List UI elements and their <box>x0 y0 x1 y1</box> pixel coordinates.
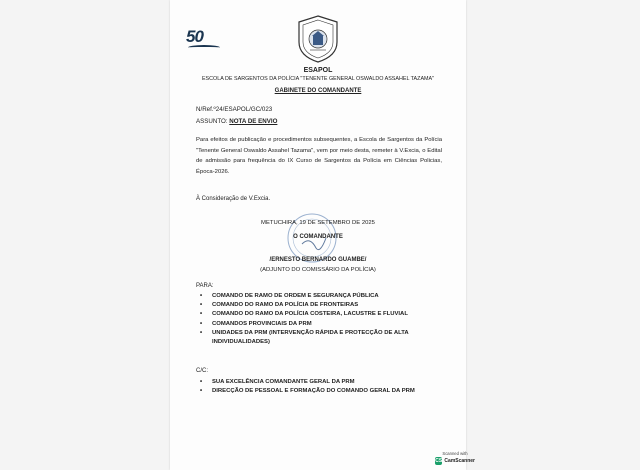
bullet-icon: • <box>200 302 203 309</box>
subject-line <box>196 118 277 125</box>
subject-label: ASSUNTO: <box>196 118 228 125</box>
office-title: GABINETE DO COMANDANTE <box>274 88 362 94</box>
list-item <box>200 320 450 329</box>
anniversary-swoosh <box>188 45 220 50</box>
list-item-text: COMANDO DO RAMO DA POLÍCIA DE FRONTEIRAS <box>212 302 359 309</box>
place-date: METUCHIRA, 19 DE SETEMBRO DE 2025 <box>261 220 375 226</box>
document-page <box>170 0 475 470</box>
list-item-text: COMANDO DE RAMO DE ORDEM E SEGURANÇA PÚBLICA <box>212 293 379 299</box>
reference-number: N/Ref.º24/ESAPOL/GC/023 <box>196 106 273 113</box>
anniversary-logo: 50 <box>186 27 203 46</box>
camscanner-watermark <box>435 451 475 465</box>
school-acronym: ESAPOL <box>303 67 333 74</box>
list-item-text: SUA EXCELÊNCIA COMANDANTE GERAL DA PRM <box>212 379 355 385</box>
list-item-text: COMANDOS PROVINCIAIS DA PRM <box>212 320 312 327</box>
recipients-label: PARA: <box>196 283 214 289</box>
list-item <box>200 329 450 347</box>
bullet-icon: • <box>200 320 203 327</box>
list-item-text: DIRECÇÃO DE PESSOAL E FORMAÇÃO DO COMANDO GERAL DA PRM <box>212 388 415 395</box>
list-item-text: COMANDO DO RAMO DA POLÍCIA COSTEIRA, LACUSTRE E FLUVIAL <box>212 311 408 318</box>
list-item <box>200 292 450 301</box>
subject-value: NOTA DE ENVIO <box>229 118 278 125</box>
list-item <box>200 301 450 310</box>
body-paragraph: Para efeitos de publicação e procedimentos subsequentes, a Escola de Sargentos da Polícia "Tenente General Oswaldo Assahel Tazama", vem por meio desta, remeter à V.Excia, o Edital de admissão para frequência do IX Curso de Sargentos da Polícia em Ciências Policias, Época-2026. <box>196 137 442 175</box>
list-item-text: UNIDADES DA PRM (INTERVENÇÃO RÁPIDA E PROTECÇÃO DE ALTA INDIVIDUALIDADES) <box>212 329 409 346</box>
signatory-role: (ADJUNTO DO COMISSÁRIO DA POLÍCIA) <box>260 267 376 273</box>
scanner-app-name: CamScanner <box>444 458 475 464</box>
consideration-line: À Consideração de V.Excia. <box>196 196 271 202</box>
camscanner-icon: CS <box>435 458 443 464</box>
list-item <box>200 378 450 387</box>
signatory-name: /ERNESTO BERNARDO GUAMBE/ <box>269 257 367 263</box>
esapol-emblem <box>295 14 341 64</box>
bullet-icon: • <box>200 388 203 395</box>
scanner-badge <box>435 457 475 465</box>
list-item <box>200 310 450 319</box>
cc-label: C/C: <box>196 368 208 374</box>
scanner-caption: Scanned with <box>442 451 468 456</box>
school-name: ESCOLA DE SARGENTOS DA POLÍCIA "TENENTE GENERAL OSWALDO ASSAHEL TAZAMA" <box>201 76 435 82</box>
commander-title: O COMANDANTE <box>293 234 343 240</box>
cc-list <box>200 378 450 396</box>
list-item <box>200 387 450 396</box>
bullet-icon: • <box>200 293 203 299</box>
bullet-icon: • <box>200 329 203 336</box>
recipients-list <box>200 292 450 347</box>
bullet-icon: • <box>200 379 203 385</box>
bullet-icon: • <box>200 311 203 318</box>
